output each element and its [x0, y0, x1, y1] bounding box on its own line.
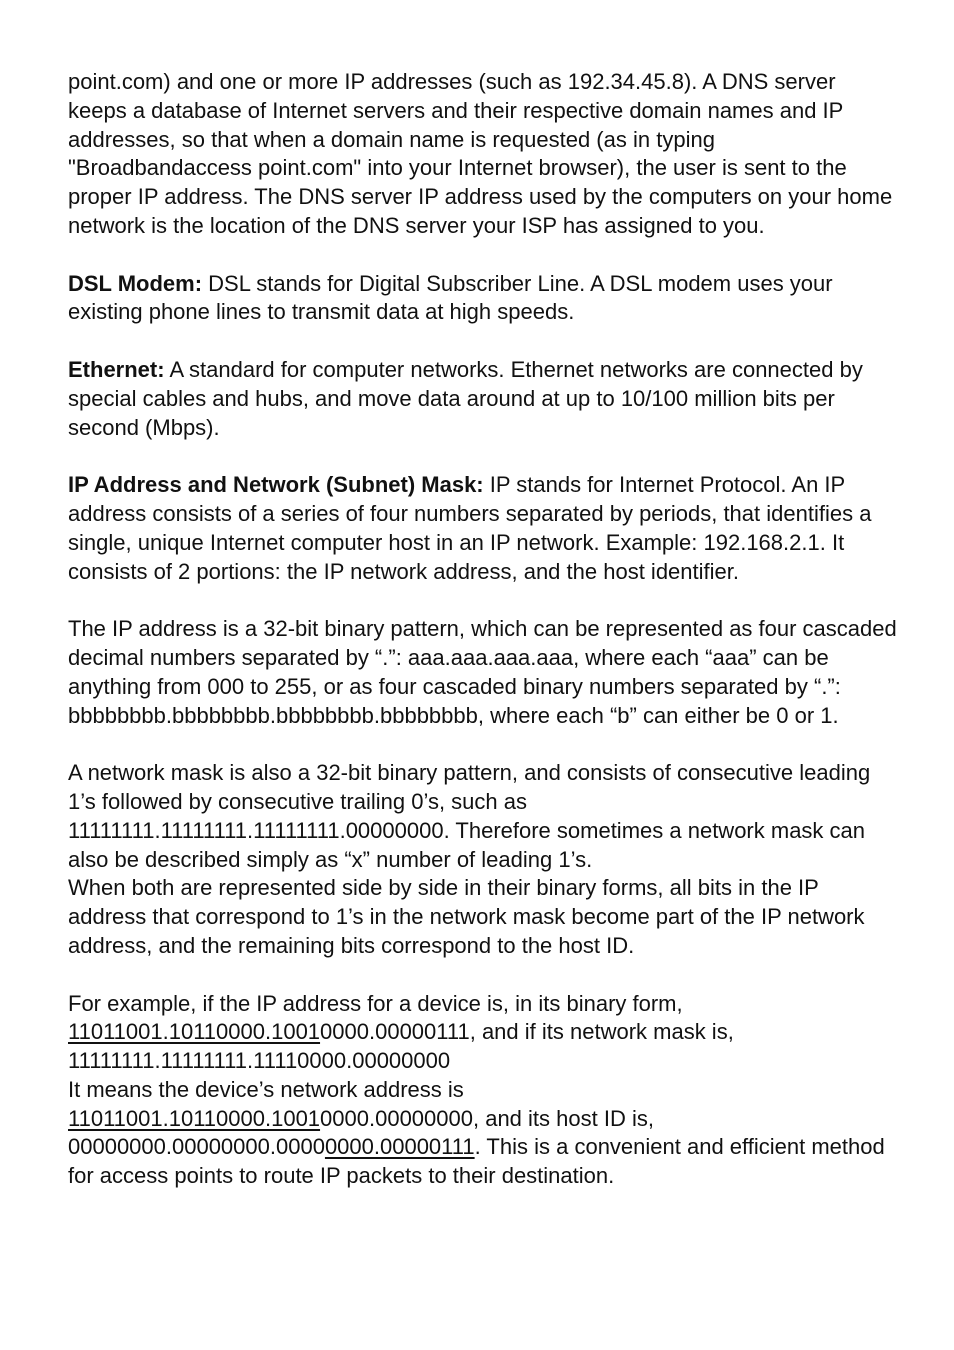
network-mask-paragraph	[68, 759, 898, 961]
example-net-rest: 0000.00000000, and its host ID is,	[320, 1105, 654, 1131]
example-host-plain: 00000000.00000000.0000	[68, 1134, 325, 1160]
network-mask-text: A network mask is also a 32-bit binary pattern, and consists of consecutive leading 1’s followed by consecutive trailing 0’s, such as 11111111.11111111.11111111.00000000. Therefore sometimes a network mask can also be described simply as “x” number of leading 1’s.	[68, 760, 871, 872]
example-host-line	[68, 1134, 885, 1188]
document-page	[68, 68, 898, 1191]
ethernet-paragraph	[68, 356, 898, 442]
ethernet-term: Ethernet:	[68, 356, 165, 382]
dns-continuation-text: point.com) and one or more IP addresses (such as 192.34.45.8). A DNS server keeps a database of Internet servers and their respective domain names and IP addresses, so that when a domain name is requested (as in typing "Broadbandaccess point.com" into your Internet browser), the user is sent to the proper IP address. The DNS server IP address used by the computers on your home network is the location of the DNS server your ISP has assigned to you.	[68, 69, 893, 238]
example-mask-line: 11111111.11111111.11110000.00000000	[68, 1048, 451, 1074]
example-net-line	[68, 1105, 898, 1134]
example-paragraph	[68, 990, 898, 1192]
ip-mask-paragraph	[68, 471, 898, 586]
ip-pattern-paragraph	[68, 615, 898, 730]
dsl-modem-definition: DSL stands for Digital Subscriber Line. A DSL modem uses your existing phone lines to transmit data at high speeds.	[68, 270, 833, 325]
dns-continuation-paragraph	[68, 68, 898, 241]
ethernet-definition: A standard for computer networks. Ethernet networks are connected by special cables and hubs, and move data around at up to 10/100 million bits per second (Mbps).	[68, 356, 863, 440]
dsl-modem-paragraph	[68, 270, 898, 328]
example-net-network-bits: 11011001.10110000.1001	[68, 1105, 321, 1131]
ip-pattern-text: The IP address is a 32-bit binary pattern, which can be represented as four cascaded decimal numbers separated by “.”: aaa.aaa.aaa.aaa, where each “aaa” can be anything from 000 to 255, or as four cascaded binary numbers separated by “.”: bbbbbbbb.bbbbbbbb.bbbbbbbb.bbbbbbbb, where each “b” can either be 0 or 1.	[68, 616, 897, 728]
ip-mask-definition: IP stands for Internet Protocol. An IP address consists of a series of four numbers separated by periods, that identifies a single, unique Internet computer host in an IP network. Example: 192.168.2.1. It consists of 2 portions: the IP network address, and the host identifier.	[68, 472, 872, 584]
dsl-modem-term: DSL Modem:	[68, 270, 203, 296]
example-ip-network-bits: 11011001.10110000.1001	[68, 1019, 321, 1045]
example-ip-line	[68, 1018, 898, 1047]
example-net-intro: It means the device’s network address is	[68, 1076, 464, 1102]
ip-mask-term: IP Address and Network (Subnet) Mask:	[68, 472, 484, 498]
example-host-id-bits: 0000.00000111	[324, 1134, 475, 1160]
example-host-rest: . This is a convenient and efficient method for access points to route IP packets to their destination.	[68, 1134, 885, 1189]
example-intro: For example, if the IP address for a device is, in its binary form,	[68, 990, 683, 1016]
network-mask-bits-text: When both are represented side by side in their binary forms, all bits in the IP address that correspond to 1’s in the network mask become part of the IP network address, and the remaining bits correspond to the host ID.	[68, 875, 865, 958]
example-ip-rest: 0000.00000111, and if its network mask is,	[320, 1019, 734, 1045]
